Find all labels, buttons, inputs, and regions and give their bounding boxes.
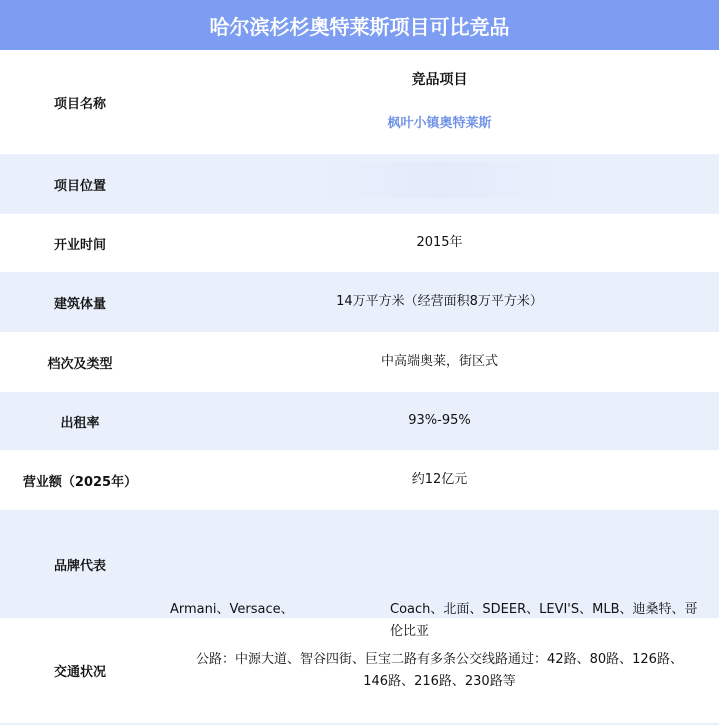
table-row-project-name bbox=[0, 50, 719, 154]
row-label-project-name: 项目名称 bbox=[0, 50, 160, 154]
row-label-opening-time: 开业时间 bbox=[0, 214, 160, 272]
traffic-line-1: 公路：中源大道、智谷四街、巨宝二路有多条公交线路通过：42路、80路、126路、 bbox=[196, 651, 683, 667]
row-value-building-size: 14万平方米（经营面积8万平方米） bbox=[160, 272, 719, 332]
row-label-occupancy: 出租率 bbox=[0, 392, 160, 450]
table-row-grade-type bbox=[0, 332, 719, 392]
traffic-line-2: 146路、216路、230路等 bbox=[363, 673, 516, 689]
row-label-location: 项目位置 bbox=[0, 154, 160, 214]
row-label-brands: 品牌代表 bbox=[0, 510, 160, 618]
table-row-building-size bbox=[0, 272, 719, 332]
table-row-brands bbox=[0, 510, 719, 618]
row-value-occupancy: 93%-95% bbox=[160, 392, 719, 450]
row-label-traffic: 交通状况 bbox=[0, 618, 160, 723]
row-value-project-name bbox=[160, 50, 719, 154]
brands-mainstream: Coach、北面、SDEER、LEVI'S、MLB、迪桑特、哥伦比亚 bbox=[390, 602, 698, 639]
page-title: 哈尔滨杉杉奥特莱斯项目可比竞品 bbox=[0, 0, 719, 50]
brands-luxury: Armani、Versace、 bbox=[170, 602, 294, 617]
row-label-building-size: 建筑体量 bbox=[0, 272, 160, 332]
row-value-brands bbox=[160, 510, 719, 639]
row-label-revenue: 营业额（2025年） bbox=[0, 450, 160, 510]
competitor-column-heading: 竞品项目 bbox=[411, 72, 468, 88]
row-value-grade-type: 中高端奥莱，街区式 bbox=[160, 332, 719, 392]
row-value-location bbox=[160, 154, 719, 214]
location-redacted bbox=[310, 162, 570, 198]
table-row-opening-time bbox=[0, 214, 719, 272]
table-row-revenue bbox=[0, 450, 719, 510]
competitor-name: 枫叶小镇奥特莱斯 bbox=[387, 116, 492, 131]
table-row-occupancy bbox=[0, 392, 719, 450]
row-value-opening-time: 2015年 bbox=[160, 214, 719, 272]
table-row-location bbox=[0, 154, 719, 214]
comparison-table bbox=[0, 50, 719, 723]
row-label-grade-type: 档次及类型 bbox=[0, 332, 160, 392]
row-value-revenue: 约12亿元 bbox=[160, 450, 719, 510]
